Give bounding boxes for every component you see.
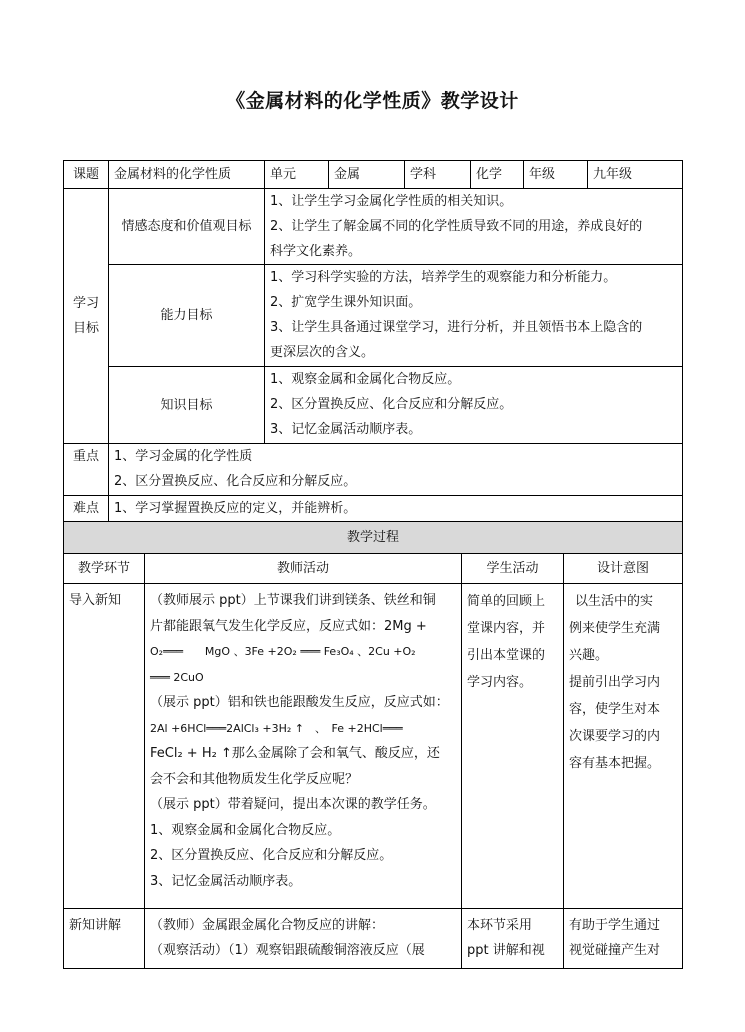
col-header-teacher: 教师活动	[145, 554, 462, 584]
stage-intro: 导入新知	[64, 584, 145, 909]
goal-text-knowledge: 1、观察金属和金属化合物反应。 2、区分置换反应、化合反应和分解反应。 3、记忆金属活动顺序表。	[265, 367, 683, 444]
teacher-activity-intro: （教师展示 ppt）上节课我们讲到镁条、铁丝和铜 片都能跟氧气发生化学反应，反应式如：2Mg + O₂═══ MgO 、3Fe +2O₂ ═══ Fe₃O₄ 、2Cu +O₂ ═══ 2CuO （展示 ppt）铝和铁也能跟酸发生反应，反应式如： 2Al +6HCl═══2AlCl₃ +3H₂ ↑ 、 Fe +2HCl═══ FeCl₂ + H₂ ↑那么金属除了会和氧气、酸反应，还 会不会和其他物质发生化学反应呢？ （展示 ppt）带着疑问，提出本次课的教学任务。 1、观察金属和金属化合物反应。 2、区分置换反应、化合反应和分解反应。 3、记忆金属活动顺序表。	[145, 584, 462, 909]
student-activity-intro: 简单的回顾上 堂课内容，并 引出本堂课的 学习内容。	[462, 584, 564, 909]
goals-label: 学习 目标	[64, 189, 109, 444]
lesson-info-table	[63, 160, 683, 522]
col-header-stage: 教学环节	[64, 554, 145, 584]
process-band: 教学过程	[64, 522, 683, 554]
process-row-intro	[64, 584, 683, 909]
design-intent-intro: 以生活中的实 例来使学生充满 兴趣。 提前引出学习内 容，使学生对本 次课要学习的内 容有基本把握。	[564, 584, 683, 909]
process-row-new-knowledge	[64, 909, 683, 969]
key-points-text: 1、学习金属的化学性质 2、区分置换反应、化合反应和分解反应。	[109, 444, 683, 496]
page-title: 《金属材料的化学性质》教学设计	[226, 90, 519, 112]
teaching-process-table	[63, 521, 683, 969]
goal-name-knowledge: 知识目标	[109, 367, 265, 444]
goal-row-ability	[64, 265, 683, 367]
key-grade: 年级	[524, 161, 588, 189]
value-unit: 金属	[329, 161, 405, 189]
header-row	[64, 161, 683, 189]
goal-name-emotion: 情感态度和价值观目标	[109, 189, 265, 265]
process-header-row	[64, 554, 683, 584]
value-subject: 化学	[471, 161, 524, 189]
col-header-student: 学生活动	[462, 554, 564, 584]
teacher-activity-new-knowledge: （教师）金属跟金属化合物反应的讲解： （观察活动）（1）观察铝跟硫酸铜溶液反应（展	[145, 909, 462, 969]
stage-new-knowledge: 新知讲解	[64, 909, 145, 969]
goal-text-emotion: 1、让学生学习金属化学性质的相关知识。 2、让学生了解金属不同的化学性质导致不同的用途，养成良好的 科学文化素养。	[265, 189, 683, 265]
key-points-label: 重点	[64, 444, 109, 496]
difficult-points-row	[64, 496, 683, 522]
goal-text-ability: 1、学习科学实验的方法，培养学生的观察能力和分析能力。 2、扩宽学生课外知识面。 3、让学生具备通过课堂学习，进行分析，并且领悟书本上隐含的 更深层次的含义。	[265, 265, 683, 367]
difficult-points-label: 难点	[64, 496, 109, 522]
difficult-points-text: 1、学习掌握置换反应的定义，并能辨析。	[109, 496, 683, 522]
key-topic: 课题	[64, 161, 109, 189]
goal-name-ability: 能力目标	[109, 265, 265, 367]
key-points-row	[64, 444, 683, 496]
value-topic: 金属材料的化学性质	[109, 161, 265, 189]
col-header-intent: 设计意图	[564, 554, 683, 584]
student-activity-new-knowledge: 本环节采用 ppt 讲解和视	[462, 909, 564, 969]
value-grade: 九年级	[588, 161, 683, 189]
key-subject: 学科	[405, 161, 471, 189]
key-unit: 单元	[265, 161, 329, 189]
design-intent-new-knowledge: 有助于学生通过 视觉碰撞产生对	[564, 909, 683, 969]
process-band-row	[64, 522, 683, 554]
goal-row-emotion	[64, 189, 683, 265]
goal-row-knowledge	[64, 367, 683, 444]
